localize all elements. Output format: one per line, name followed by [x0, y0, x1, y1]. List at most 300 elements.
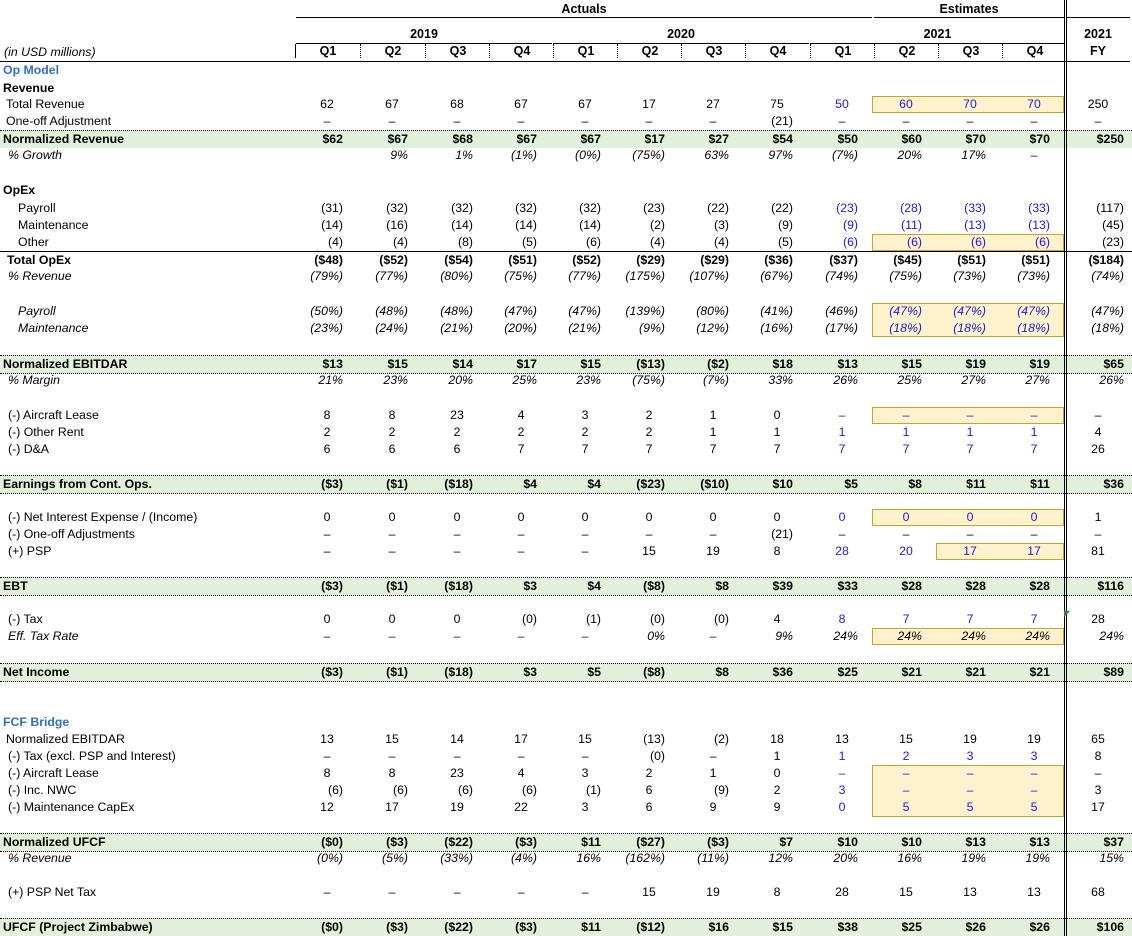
table-cell: (6)	[327, 783, 343, 797]
table-cell: (28)	[900, 201, 922, 215]
table-cell: (12%)	[696, 321, 729, 335]
table-cell: 68	[1091, 885, 1105, 899]
table-cell: –	[388, 749, 396, 763]
table-cell: –	[323, 114, 331, 128]
table-cell: 68	[450, 97, 464, 111]
table-row	[0, 628, 1132, 645]
table-cell: (2)	[713, 732, 729, 746]
table-row	[0, 663, 1132, 682]
table-cell: ($22)	[444, 835, 473, 849]
table-cell: –	[709, 749, 717, 763]
table-cell: ($13)	[636, 357, 665, 371]
table-row	[0, 217, 1132, 234]
table-cell: (80%)	[696, 304, 729, 318]
table-cell: 67	[578, 97, 592, 111]
table-cell: (1)	[585, 612, 601, 626]
table-cell: ($18)	[444, 665, 473, 679]
table-cell: (3)	[713, 218, 729, 232]
table-cell: 14	[450, 732, 464, 746]
table-cell: ($51)	[1021, 253, 1050, 267]
table-cell: $11	[1030, 477, 1050, 491]
row-label: (-) D&A	[8, 442, 49, 456]
table-cell: (1)	[585, 783, 601, 797]
table-cell: –	[453, 114, 461, 128]
row-label: (-) One-off Adjustments	[8, 527, 135, 541]
table-cell: 8	[1094, 749, 1102, 763]
table-row	[0, 200, 1132, 217]
table-cell: 13	[835, 732, 849, 746]
table-cell: (32)	[579, 201, 601, 215]
table-cell: (74%)	[825, 269, 858, 283]
table-cell: –	[966, 783, 974, 797]
table-cell: (5)	[777, 235, 793, 249]
table-cell: 9	[709, 800, 717, 814]
table-cell: (18%)	[1091, 321, 1124, 335]
row-label: Maintenance	[18, 321, 89, 335]
row-label: (+) PSP	[8, 544, 52, 558]
table-cell: (75%)	[632, 148, 665, 162]
table-cell: –	[581, 544, 589, 558]
table-cell: $4	[523, 477, 537, 491]
table-cell: (18%)	[953, 321, 986, 335]
table-cell: (47%)	[889, 304, 922, 318]
table-cell: (0%)	[317, 851, 343, 865]
table-cell: (6)	[1034, 235, 1050, 249]
table-cell: ($18)	[444, 579, 473, 593]
table-cell: –	[388, 527, 396, 541]
table-cell: (107%)	[689, 269, 729, 283]
table-cell: (9%)	[639, 321, 665, 335]
table-cell: 25%	[512, 373, 537, 387]
table-cell: 8	[773, 544, 781, 558]
table-cell: 6	[645, 783, 653, 797]
table-row	[0, 714, 1132, 731]
table-cell: 19	[706, 544, 720, 558]
table-cell: $67	[580, 132, 601, 146]
table-cell: (41%)	[760, 304, 793, 318]
table-cell: ($8)	[643, 665, 665, 679]
table-cell: 0	[709, 510, 717, 524]
table-cell: ($3)	[321, 665, 343, 679]
quarter-header: Q2	[360, 44, 425, 58]
table-cell: –	[709, 114, 717, 128]
table-cell: 8	[773, 885, 781, 899]
row-label: Total OpEx	[7, 253, 71, 267]
row-label: OpEx	[3, 183, 36, 197]
table-cell: 13	[1027, 885, 1041, 899]
fy-header: FY	[1090, 44, 1106, 58]
table-cell: (24%)	[375, 321, 408, 335]
table-cell: 2	[645, 408, 653, 422]
table-cell: $3	[523, 665, 537, 679]
table-cell: (6)	[585, 235, 601, 249]
table-cell: (32)	[386, 201, 408, 215]
table-cell: ($51)	[508, 253, 537, 267]
table-cell: 0	[966, 510, 974, 524]
table-cell: $13	[322, 357, 343, 371]
table-cell: 6	[388, 442, 396, 456]
table-cell: (13)	[964, 218, 986, 232]
table-cell: (47%)	[953, 304, 986, 318]
table-cell: –	[323, 629, 331, 643]
table-cell: 19%	[961, 851, 986, 865]
table-cell: 50	[835, 97, 849, 111]
table-cell: 2	[773, 783, 781, 797]
row-label: % Margin	[8, 373, 60, 387]
table-cell: –	[581, 114, 589, 128]
table-cell: ($29)	[636, 253, 665, 267]
table-cell: 15%	[1099, 851, 1124, 865]
estimates-header: Estimates	[939, 2, 999, 16]
table-cell: $39	[772, 579, 793, 593]
table-cell: $25	[837, 665, 858, 679]
table-cell: –	[517, 544, 525, 558]
row-label: (-) Net Interest Expense / (Income)	[8, 510, 198, 524]
table-cell: ($1)	[386, 665, 408, 679]
table-cell: ($2)	[707, 357, 729, 371]
table-cell: $8	[908, 477, 922, 491]
comment-marker	[1064, 611, 1070, 617]
row-label: FCF Bridge	[3, 715, 70, 729]
table-cell: –	[581, 885, 589, 899]
table-cell: (162%)	[625, 851, 665, 865]
table-cell: (77%)	[375, 269, 408, 283]
table-cell: –	[902, 408, 910, 422]
table-cell: –	[388, 544, 396, 558]
table-cell: (21)	[771, 527, 793, 541]
table-cell: –	[1094, 766, 1102, 780]
table-cell: (21)	[771, 114, 793, 128]
row-label: (-) Inc. NWC	[8, 783, 77, 797]
table-cell: –	[517, 885, 525, 899]
row-label: % Revenue	[8, 269, 72, 283]
table-cell: ($51)	[957, 253, 986, 267]
table-cell: 23	[450, 766, 464, 780]
table-cell: (6)	[392, 783, 408, 797]
table-cell: ($54)	[444, 253, 473, 267]
table-row	[0, 251, 1132, 269]
table-cell: 7	[966, 612, 974, 626]
table-cell: (75%)	[632, 373, 665, 387]
table-cell: –	[517, 629, 525, 643]
year-2021-fy: 2021	[1084, 27, 1112, 41]
table-cell: $26	[1029, 920, 1050, 934]
table-cell: 62	[320, 97, 334, 111]
table-cell: ($184)	[1088, 253, 1124, 267]
table-cell: –	[709, 629, 717, 643]
table-cell: 3	[581, 408, 589, 422]
table-cell: 1	[902, 425, 910, 439]
table-cell: –	[581, 629, 589, 643]
table-cell: ($29)	[700, 253, 729, 267]
table-cell: 3	[1094, 783, 1102, 797]
quarter-header: Q1	[553, 44, 618, 58]
table-cell: 1%	[455, 148, 473, 162]
table-cell: (32)	[515, 201, 537, 215]
table-cell: $11	[581, 835, 601, 849]
table-cell: 1	[1094, 510, 1102, 524]
year-2020: 2020	[667, 27, 695, 41]
table-cell: $68	[452, 132, 473, 146]
table-cell: (6)	[970, 235, 986, 249]
table-cell: (9)	[777, 218, 793, 232]
table-cell: (23%)	[310, 321, 343, 335]
table-cell: 1	[838, 425, 846, 439]
table-row	[0, 850, 1132, 867]
table-cell: $28	[965, 579, 986, 593]
table-row	[0, 475, 1132, 494]
table-cell: (11)	[901, 218, 922, 232]
table-cell: –	[1030, 114, 1038, 128]
table-cell: $38	[837, 920, 858, 934]
table-cell: 27%	[961, 373, 986, 387]
table-cell: –	[966, 114, 974, 128]
table-cell	[299, 147, 355, 164]
table-cell: $17	[644, 132, 665, 146]
table-cell: –	[902, 527, 910, 541]
table-cell: (175%)	[625, 269, 665, 283]
row-label: % Revenue	[8, 851, 72, 865]
table-cell: (5%)	[382, 851, 408, 865]
table-cell: (47%)	[1091, 304, 1124, 318]
table-cell: (4)	[649, 235, 665, 249]
table-cell: $62	[322, 132, 343, 146]
table-cell: 7	[709, 442, 717, 456]
table-cell: (6)	[842, 235, 858, 249]
table-cell: 8	[323, 408, 331, 422]
table-cell: 17	[1091, 800, 1105, 814]
table-cell: (8)	[457, 235, 473, 249]
table-row	[0, 884, 1132, 901]
table-cell: $89	[1103, 665, 1124, 679]
table-cell: 0	[388, 510, 396, 524]
table-cell: 15	[899, 732, 913, 746]
table-cell: 1	[966, 425, 974, 439]
table-cell: 24%	[897, 629, 922, 643]
table-cell: –	[1030, 527, 1038, 541]
table-cell: 15	[642, 544, 656, 558]
table-cell: (22)	[707, 201, 729, 215]
table-cell: 7	[517, 442, 525, 456]
table-cell: $250	[1096, 132, 1124, 146]
row-label: Normalized EBITDAR	[6, 732, 125, 746]
table-cell: (4)	[392, 235, 408, 249]
table-cell: 5	[902, 800, 910, 814]
table-cell: 6	[323, 442, 331, 456]
table-cell: (77%)	[568, 269, 601, 283]
table-cell: (23)	[836, 201, 858, 215]
table-cell: 23%	[576, 373, 601, 387]
table-cell: ($3)	[386, 835, 408, 849]
row-label: Normalized UFCF	[3, 835, 106, 849]
table-cell: 28	[835, 885, 849, 899]
table-cell: (47%)	[504, 304, 537, 318]
table-cell: 20%	[833, 851, 858, 865]
table-row	[0, 509, 1132, 526]
table-cell: 67	[514, 97, 528, 111]
table-cell: (13)	[1028, 218, 1050, 232]
table-cell: $14	[452, 357, 473, 371]
table-row	[0, 130, 1132, 148]
table-cell: –	[709, 527, 717, 541]
table-cell: 33%	[768, 373, 793, 387]
table-row	[0, 182, 1132, 199]
quarter-header: Q4	[489, 44, 554, 58]
quarter-header: Q2	[617, 44, 682, 58]
table-cell: 27	[706, 97, 720, 111]
table-cell: $13	[1029, 835, 1050, 849]
table-cell: 65	[1091, 732, 1105, 746]
table-cell	[1070, 147, 1126, 164]
table-cell: ($8)	[643, 579, 665, 593]
table-cell: ($1)	[386, 477, 408, 491]
table-cell: 3	[581, 766, 589, 780]
table-cell: 7	[1030, 612, 1038, 626]
row-label: Op Model	[3, 63, 60, 77]
table-cell: –	[453, 629, 461, 643]
table-cell: $116	[1097, 579, 1124, 593]
table-cell: ($36)	[764, 253, 793, 267]
table-cell: $54	[772, 132, 793, 146]
table-cell: 6	[453, 442, 461, 456]
table-cell: 24%	[1099, 629, 1124, 643]
table-cell: 0	[453, 510, 461, 524]
table-cell: –	[1094, 408, 1102, 422]
table-cell: 13	[963, 885, 977, 899]
table-cell: 17	[1027, 544, 1041, 558]
table-cell: 24%	[833, 629, 858, 643]
table-cell: $67	[516, 132, 537, 146]
year-2019: 2019	[410, 27, 438, 41]
table-cell: (31)	[321, 201, 343, 215]
table-cell: 24%	[1025, 629, 1050, 643]
table-cell: 5	[1030, 800, 1038, 814]
table-cell: 70	[963, 97, 977, 111]
table-cell: ($3)	[386, 920, 408, 934]
table-cell: 60	[899, 97, 913, 111]
table-cell: ($52)	[379, 253, 408, 267]
table-cell: 3	[838, 783, 846, 797]
table-cell: (117)	[1096, 201, 1124, 215]
table-cell: 7	[902, 612, 910, 626]
table-row	[0, 424, 1132, 441]
table-cell: $8	[715, 665, 729, 679]
table-cell: (17%)	[825, 321, 858, 335]
row-label: (-) Aircraft Lease	[8, 766, 99, 780]
table-cell: 28	[835, 544, 849, 558]
table-cell: (14)	[451, 218, 473, 232]
table-cell: –	[966, 527, 974, 541]
table-cell: $27	[708, 132, 729, 146]
table-cell: (0)	[521, 612, 537, 626]
table-cell: (0)	[649, 749, 665, 763]
table-cell: 28	[1091, 612, 1105, 626]
table-cell: ($1)	[386, 579, 408, 593]
table-cell: 1	[773, 425, 781, 439]
table-cell: $15	[772, 920, 793, 934]
table-cell: 15	[578, 732, 592, 746]
table-cell: ($52)	[572, 253, 601, 267]
table-cell: $106	[1096, 920, 1124, 934]
table-cell: –	[1094, 527, 1102, 541]
table-row	[0, 234, 1132, 251]
table-cell: (33)	[1028, 201, 1050, 215]
table-row	[0, 407, 1132, 424]
table-row	[0, 80, 1132, 97]
table-cell: (2)	[649, 218, 665, 232]
row-label: UFCF (Project Zimbabwe)	[3, 920, 153, 934]
table-cell: (139%)	[625, 304, 665, 318]
table-cell: 0	[645, 510, 653, 524]
table-cell: –	[1030, 766, 1038, 780]
table-row	[0, 543, 1132, 560]
table-cell: 19	[1027, 732, 1041, 746]
table-cell: –	[517, 749, 525, 763]
row-label: Total Revenue	[6, 97, 85, 111]
table-cell: (75%)	[889, 269, 922, 283]
table-cell: 5	[966, 800, 974, 814]
table-cell: 26%	[833, 373, 858, 387]
table-cell: 8	[388, 766, 396, 780]
table-cell: 17	[514, 732, 528, 746]
table-cell: ($3)	[321, 477, 343, 491]
table-cell: 19	[706, 885, 720, 899]
table-cell: 4	[1094, 425, 1102, 439]
table-cell: 17	[385, 800, 399, 814]
table-cell: 7	[645, 442, 653, 456]
table-cell: $28	[901, 579, 922, 593]
table-cell: –	[581, 527, 589, 541]
table-cell: –	[323, 544, 331, 558]
table-cell: 16%	[576, 851, 601, 865]
table-cell: 6	[645, 800, 653, 814]
table-cell: –	[323, 749, 331, 763]
table-cell: 1	[838, 749, 846, 763]
table-row	[0, 611, 1132, 628]
row-label: Earnings from Cont. Ops.	[3, 477, 152, 491]
quarter-header: Q3	[425, 44, 490, 58]
table-cell: $5	[587, 665, 601, 679]
table-cell: –	[838, 114, 846, 128]
table-cell: (23)	[643, 201, 665, 215]
table-cell: –	[1094, 114, 1102, 128]
table-cell: (23)	[1102, 235, 1124, 249]
table-cell: 20	[899, 544, 913, 558]
table-cell: ($12)	[636, 920, 665, 934]
table-cell: –	[388, 114, 396, 128]
table-cell: 8	[388, 408, 396, 422]
table-cell: $67	[387, 132, 408, 146]
table-cell: 2	[388, 425, 396, 439]
table-cell: –	[517, 527, 525, 541]
table-cell: 1	[709, 408, 717, 422]
table-cell: 15	[899, 885, 913, 899]
table-cell: (20%)	[504, 321, 537, 335]
table-cell: 0	[1030, 510, 1038, 524]
table-cell: ($23)	[636, 477, 665, 491]
table-cell: 2	[453, 425, 461, 439]
table-cell: $10	[772, 477, 793, 491]
table-cell: $15	[901, 357, 922, 371]
table-row	[0, 372, 1132, 389]
table-cell: $28	[1029, 579, 1050, 593]
table-cell: $19	[1029, 357, 1050, 371]
table-cell: ($27)	[636, 835, 665, 849]
table-cell: 0	[773, 510, 781, 524]
table-cell: 19	[450, 800, 464, 814]
table-cell: 17	[963, 544, 977, 558]
table-cell: 2	[581, 425, 589, 439]
